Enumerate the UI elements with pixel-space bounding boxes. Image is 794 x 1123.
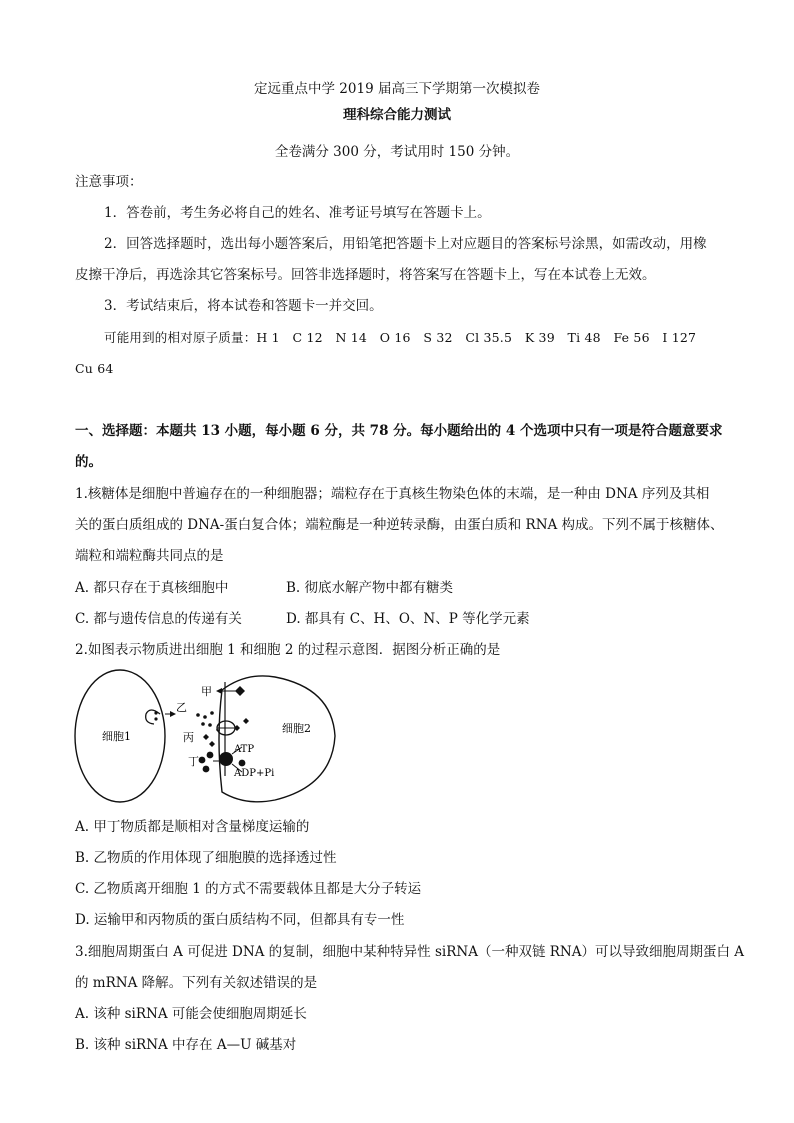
q1-stem-line3: 端粒和端粒酶共同点的是 (75, 548, 224, 564)
q3-stem-line1: 3.细胞周期蛋白 A 可促进 DNA 的复制，细胞中某种特异性 siRNA（一种双链 RNA）可以导致细胞周期蛋白 A (75, 944, 745, 960)
note-item-1: 1．答卷前，考生务必将自己的姓名、准考证号填写在答题卡上。 (104, 205, 491, 221)
cell2-outline (219, 676, 335, 802)
label-adp: ADP+Pi (234, 768, 275, 779)
atomic-mass-line2: Cu 64 (75, 361, 114, 376)
q2-option-b: B. 乙物质的作用体现了细胞膜的选择透过性 (75, 850, 337, 866)
q1-option-d: D. 都具有 C、H、O、N、P 等化学元素 (286, 611, 530, 627)
note-item-2-line1: 2．回答选择题时，选出每小题答案后，用铅笔把答题卡上对应题目的答案标号涂黑，如需改动，用橡 (104, 236, 707, 252)
q1-option-a: A. 都只存在于真核细胞中 (75, 580, 229, 596)
label-bing: 丙 (183, 731, 194, 744)
subject-title: 理科综合能力测试 (343, 107, 451, 123)
label-jia: 甲 (201, 685, 212, 698)
q3-option-b: B. 该种 siRNA 中存在 A—U 碱基对 (75, 1037, 297, 1053)
school-title: 定远重点中学 2019 届高三下学期第一次模拟卷 (254, 81, 540, 97)
atomic-mass-line1: 可能用到的相对原子质量：H 1 C 12 N 14 O 16 S 32 Cl 35.5 K 39 Ti 48 Fe 56 I 127 (104, 330, 697, 345)
label-yi: 乙 (176, 701, 187, 714)
q2-option-c: C. 乙物质离开细胞 1 的方式不需要载体且都是大分子转运 (75, 881, 422, 897)
label-cell2: 细胞2 (282, 722, 311, 735)
carrier-protein (219, 752, 233, 766)
jia-diamond (235, 686, 245, 696)
notes-title: 注意事项： (75, 174, 143, 190)
q3-stem-line2: 的 mRNA 降解。下列有关叙述错误的是 (75, 975, 318, 991)
q1-stem-line1: 1.核糖体是细胞中普遍存在的一种细胞器；端粒存在于真核生物染色体的末端，是一种由 DNA 序列及其相 (75, 486, 710, 502)
exam-info: 全卷满分 300 分，考试用时 150 分钟。 (274, 144, 520, 160)
cell-transport-figure (70, 668, 340, 810)
q2-option-a: A. 甲丁物质都是顺相对含量梯度运输的 (75, 819, 310, 835)
section-heading-line1: 一、选择题：本题共 13 小题，每小题 6 分，共 78 分。每小题给出的 4 个选项中只有一项是符合题意要求 (75, 423, 723, 439)
q1-option-b: B. 彻底水解产物中都有糖类 (286, 580, 454, 596)
label-atp: ATP (234, 744, 255, 755)
section-heading-line2: 的。 (75, 454, 102, 470)
q1-stem-line2: 关的蛋白质组成的 DNA-蛋白复合体；端粒酶是一种逆转录酶，由蛋白质和 RNA 构成。下列不属于核糖体、 (75, 517, 724, 533)
q2-option-d: D. 运输甲和丙物质的蛋白质结构不同，但都具有专一性 (75, 912, 405, 928)
q1-option-c: C. 都与遗传信息的传递有关 (75, 611, 242, 627)
q2-stem: 2.如图表示物质进出细胞 1 和细胞 2 的过程示意图．据图分析正确的是 (75, 642, 501, 658)
note-item-2-line2: 皮擦干净后，再选涂其它答案标号。回答非选择题时，将答案写在答题卡上，写在本试卷上无效。 (75, 267, 656, 283)
q3-option-a: A. 该种 siRNA 可能会使细胞周期延长 (75, 1006, 307, 1022)
note-item-3: 3．考试结束后，将本试卷和答题卡一并交回。 (104, 298, 383, 314)
label-cell1: 细胞1 (102, 730, 131, 743)
label-ding: 丁 (188, 755, 199, 768)
